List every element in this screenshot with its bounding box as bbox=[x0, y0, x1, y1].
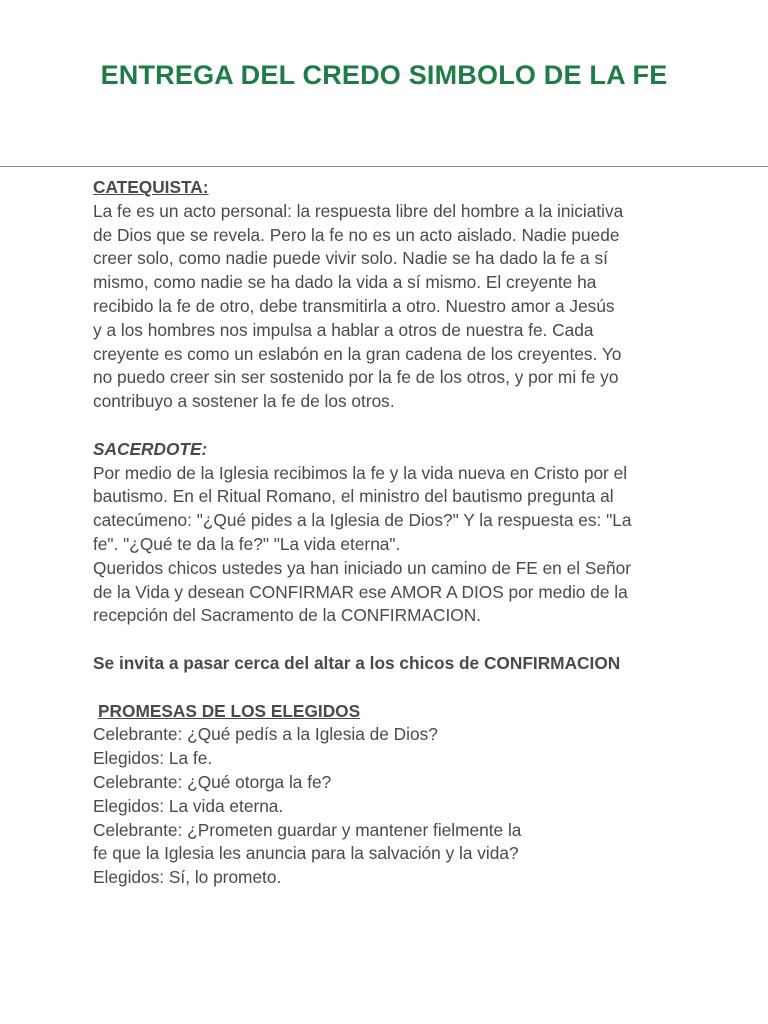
paragraph-line: y a los hombres nos impulsa a hablar a otros de nuestra fe. Cada bbox=[93, 319, 594, 340]
paragraph-line: recibido la fe de otro, debe transmitirla a otro. Nuestro amor a Jesús bbox=[93, 295, 615, 316]
dialogue-line: Celebrante: ¿Qué pedís a la Iglesia de Dios? bbox=[93, 724, 438, 745]
paragraph-line: de la Vida y desean CONFIRMAR ese AMOR A DIOS por medio de la bbox=[93, 581, 628, 602]
paragraph-line: Por medio de la Iglesia recibimos la fe y la vida nueva en Cristo por el bbox=[93, 462, 628, 483]
sacerdote-heading: SACERDOTE: bbox=[93, 438, 208, 459]
invitation-note: Se invita a pasar cerca del altar a los chicos de CONFIRMACION bbox=[93, 652, 621, 673]
dialogue-line: Elegidos: La fe. bbox=[93, 748, 213, 769]
paragraph-line: creer solo, como nadie puede vivir solo. Nadie se ha dado la fe a sí bbox=[93, 248, 608, 269]
catequista-heading: CATEQUISTA: bbox=[93, 177, 209, 197]
dialogue-line: Elegidos: Sí, lo prometo. bbox=[93, 867, 282, 888]
paragraph-line: fe". "¿Qué te da la fe?" "La vida eterna". bbox=[93, 533, 401, 554]
horizontal-divider bbox=[0, 166, 768, 167]
promesas-heading: PROMESAS DE LOS ELEGIDOS bbox=[98, 700, 361, 721]
catequista-section bbox=[93, 176, 683, 414]
paragraph-line: mismo, como nadie se ha dado la vida a sí mismo. El creyente ha bbox=[93, 272, 597, 293]
dialogue-line: Celebrante: ¿Prometen guardar y mantener fielmente la bbox=[93, 819, 522, 840]
dialogue-line: fe que la Iglesia les anuncia para la salvación y la vida? bbox=[93, 843, 519, 864]
paragraph-line: creyente es como un eslabón en la gran cadena de los creyentes. Yo bbox=[93, 343, 622, 364]
blank-line bbox=[93, 676, 683, 700]
promesas-heading-line bbox=[93, 700, 683, 724]
dialogue-line: Celebrante: ¿Qué otorga la fe? bbox=[93, 771, 332, 792]
dialogue-line: Elegidos: La vida eterna. bbox=[93, 795, 284, 816]
paragraph-line: recepción del Sacramento de la CONFIRMACION. bbox=[93, 605, 482, 626]
blank-line bbox=[93, 628, 683, 652]
paragraph-line: de Dios que se revela. Pero la fe no es un acto aislado. Nadie puede bbox=[93, 224, 620, 245]
paragraph-line: catecúmeno: "¿Qué pides a la Iglesia de Dios?" Y la respuesta es: "La bbox=[93, 510, 632, 531]
paragraph-line: bautismo. En el Ritual Romano, el ministro del bautismo pregunta al bbox=[93, 486, 614, 507]
paragraph-line: contribuyo a sostener la fe de los otros. bbox=[93, 391, 395, 412]
document-body bbox=[93, 176, 683, 890]
promesas-section bbox=[93, 700, 683, 890]
paragraph-line: Queridos chicos ustedes ya han iniciado un camino de FE en el Señor bbox=[93, 557, 631, 578]
paragraph-line: La fe es un acto personal: la respuesta libre del hombre a la iniciativa bbox=[93, 200, 624, 221]
paragraph-line: no puedo creer sin ser sostenido por la fe de los otros, y por mi fe yo bbox=[93, 367, 619, 388]
sacerdote-section bbox=[93, 438, 683, 628]
document-title: ENTREGA DEL CREDO SIMBOLO DE LA FE bbox=[100, 60, 668, 90]
blank-line bbox=[93, 414, 683, 438]
